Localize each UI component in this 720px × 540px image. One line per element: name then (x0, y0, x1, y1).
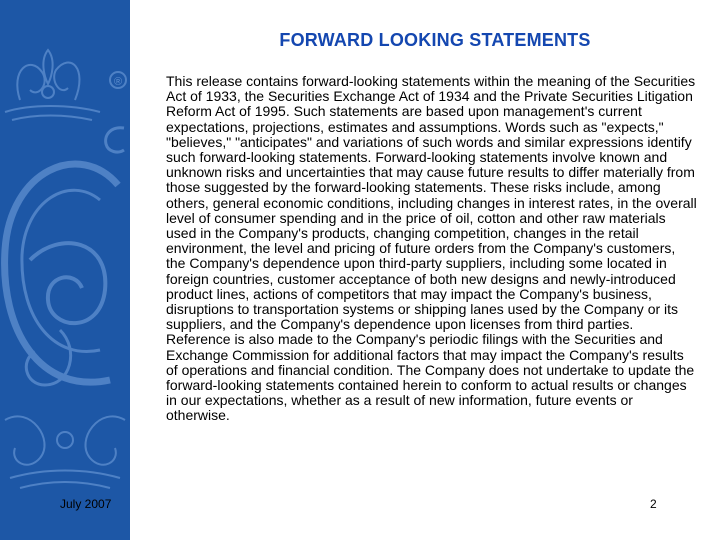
footer-date: July 2007 (60, 497, 112, 511)
page-number: 2 (650, 497, 657, 511)
registered-mark: ® (113, 76, 123, 88)
slide-title: FORWARD LOOKING STATEMENTS (279, 30, 591, 50)
forward-looking-statement-text: This release contains forward-looking statements within the meaning of the Securities Act of 1933, the Securities Exchange Act of 1934 and the Private Securities Litigation Reform Act of 1995. Such statements are based upon management's current expectations, projections, estimates and assumptions. Words such as "expects," "believes," "anticipates" and variations of such words and similar expressions identify such forward-looking statements. Forward-looking statements involve known and unknown risks and uncertainties that may cause future results to differ materially from those suggested by the forward-looking statements. These risks include, among others, general economic conditions, including changes in interest rates, in the overall level of consumer spending and in the price of oil, cotton and other raw materials used in the Company's products, changing competition, changes in the retail environment, the level and pricing of future orders from the Company's customers, the Company's dependence upon third-party suppliers, including some located in foreign countries, customer acceptance of both new designs and newly-introduced product lines, actions of competitors that may impact the Company's business, disruptions to transportation systems or shipping lanes used by the Company or its suppliers, and the Company's dependence upon licenses from third parties. Reference is also made to the Company's periodic filings with the Securities and Exchange Commission for additional factors that may impact the Company's results of operations and financial condition. The Company does not undertake to update the forward-looking statements contained herein to conform to actual results or changes in our expectations, whether as a result of new information, future events or otherwise. (166, 73, 697, 424)
sidebar-panel (0, 0, 130, 540)
ornamental-logo-watermark (0, 0, 130, 540)
